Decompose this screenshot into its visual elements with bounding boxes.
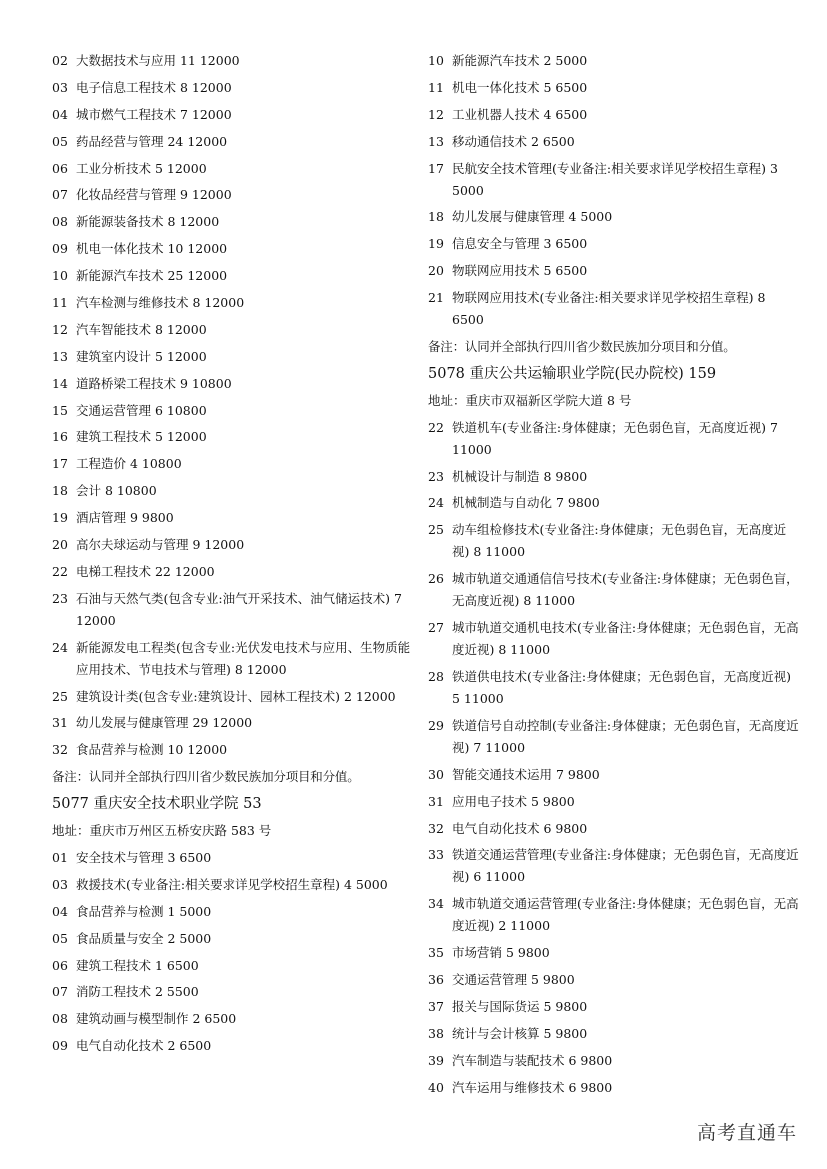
major-code: 03 (52, 876, 68, 892)
major-entry (428, 969, 800, 991)
major-text: 城市轨道交通机电技术(专业备注:身体健康；无色弱色盲，无高度近视) 8 11000 (452, 620, 799, 658)
major-entry (52, 400, 412, 422)
major-code: 28 (428, 669, 444, 685)
major-list (428, 50, 800, 331)
major-text: 工业机器人技术 4 6500 (452, 106, 588, 122)
major-code: 11 (52, 295, 68, 311)
major-entry (52, 480, 412, 502)
major-entry (428, 287, 800, 331)
major-text: 道路桥梁工程技术 9 10800 (76, 375, 232, 391)
major-text: 食品营养与检测 1 5000 (76, 903, 212, 919)
major-text: 汽车运用与维修技术 6 9800 (452, 1079, 613, 1095)
major-code: 14 (52, 375, 68, 391)
major-entry (428, 666, 800, 710)
major-text: 大数据技术与应用 11 12000 (76, 53, 240, 68)
major-code: 10 (52, 268, 68, 284)
major-text: 幼儿发展与健康管理 29 12000 (76, 715, 253, 731)
major-code: 06 (52, 957, 68, 973)
right-column (428, 50, 800, 1104)
major-entry (52, 928, 412, 950)
bonus-note: 备注：认同并全部执行四川省少数民族加分项目和分值。 (52, 769, 360, 785)
major-entry (52, 238, 412, 260)
major-text: 物联网应用技术 5 6500 (452, 263, 588, 279)
major-text: 铁道信号自动控制(专业备注:身体健康；无色弱色盲，无高度近视) 7 11000 (452, 717, 799, 755)
major-text: 铁道供电技术(专业备注:身体健康；无色弱色盲，无高度近视) 5 11000 (452, 669, 791, 707)
major-entry (52, 507, 412, 529)
major-text: 电气自动化技术 2 6500 (76, 1038, 212, 1054)
major-text: 食品营养与检测 10 12000 (76, 742, 228, 758)
left-column (52, 50, 412, 1062)
major-text: 工业分析技术 5 12000 (76, 160, 207, 176)
major-text: 机械制造与自动化 7 9800 (452, 495, 600, 511)
major-code: 13 (52, 348, 68, 364)
major-entry (428, 764, 800, 786)
major-entry (52, 131, 412, 153)
major-entry (52, 211, 412, 233)
major-text: 统计与会计核算 5 9800 (452, 1025, 588, 1041)
major-text: 酒店管理 9 9800 (76, 510, 174, 526)
major-entry (428, 1050, 800, 1072)
major-entry (428, 844, 800, 888)
major-text: 应用电子技术 5 9800 (452, 793, 575, 809)
major-entry (52, 104, 412, 126)
major-entry (52, 346, 412, 368)
major-code: 39 (428, 1052, 444, 1068)
major-text: 电气自动化技术 6 9800 (452, 820, 588, 836)
major-entry (428, 617, 800, 661)
major-entry (428, 206, 800, 228)
major-entry (428, 417, 800, 461)
major-text: 民航安全技术管理(专业备注:相关要求详见学校招生章程) 3 5000 (452, 160, 778, 198)
major-entry (52, 981, 412, 1003)
major-text: 电子信息工程技术 8 12000 (76, 79, 232, 95)
major-entry (428, 1023, 800, 1045)
major-entry (52, 77, 412, 99)
major-text: 信息安全与管理 3 6500 (452, 236, 588, 252)
major-entry (428, 233, 800, 255)
major-code: 32 (428, 820, 444, 836)
major-code: 06 (52, 160, 68, 176)
major-text: 救援技术(专业备注:相关要求详见学校招生章程) 4 5000 (76, 876, 388, 892)
major-code: 11 (428, 79, 444, 95)
major-entry (52, 319, 412, 341)
major-text: 高尔夫球运动与管理 9 12000 (76, 537, 245, 553)
major-text: 新能源装备技术 8 12000 (76, 214, 220, 230)
major-code: 24 (428, 495, 444, 511)
major-text: 建筑设计类(包含专业:建筑设计、园林工程技术) 2 12000 (76, 688, 396, 704)
major-entry (52, 158, 412, 180)
school-address: 地址：重庆市万州区五桥安庆路 583 号 (52, 823, 272, 839)
major-entry (428, 893, 800, 937)
major-code: 40 (428, 1079, 444, 1095)
major-entry (52, 588, 412, 632)
major-entry (52, 534, 412, 556)
major-code: 18 (52, 483, 68, 499)
major-entry (52, 453, 412, 475)
major-text: 城市轨道交通运营管理(专业备注:身体健康；无色弱色盲，无高度近视) 2 11000 (452, 896, 799, 934)
major-text: 铁道交通运营管理(专业备注:身体健康；无色弱色盲，无高度近视) 6 11000 (452, 847, 799, 885)
major-code: 05 (52, 133, 68, 149)
major-entry (428, 104, 800, 126)
major-code: 23 (52, 590, 68, 606)
major-text: 城市燃气工程技术 7 12000 (76, 106, 232, 122)
major-text: 交通运营管理 6 10800 (76, 402, 207, 418)
major-text: 安全技术与管理 3 6500 (76, 849, 212, 865)
major-text: 机电一体化技术 5 6500 (452, 79, 588, 95)
major-code: 07 (52, 984, 68, 1000)
major-code: 12 (52, 321, 68, 337)
watermark-logo: 高考直通车 (696, 1122, 797, 1144)
major-entry (428, 50, 800, 72)
major-entry (428, 942, 800, 964)
major-text: 药品经营与管理 24 12000 (76, 133, 228, 149)
major-code: 31 (52, 715, 68, 731)
major-code: 25 (428, 522, 444, 538)
major-code: 22 (428, 419, 444, 435)
major-text: 汽车智能技术 8 12000 (76, 321, 207, 337)
major-text: 城市轨道交通通信信号技术(专业备注:身体健康；无色弱色盲，无高度近视) 8 11000 (452, 571, 799, 609)
major-text: 铁道机车(专业备注:身体健康；无色弱色盲，无高度近视) 7 11000 (452, 419, 778, 457)
major-code: 36 (428, 972, 444, 988)
major-code: 22 (52, 563, 68, 579)
bonus-note: 备注：认同并全部执行四川省少数民族加分项目和分值。 (428, 339, 736, 355)
major-entry (52, 955, 412, 977)
major-code: 18 (428, 209, 444, 225)
major-code: 09 (52, 1038, 68, 1054)
major-list (52, 50, 412, 761)
major-code: 35 (428, 945, 444, 961)
major-entry (52, 712, 412, 734)
major-code: 13 (428, 133, 444, 149)
major-code: 05 (52, 930, 68, 946)
major-text: 化妆品经营与管理 9 12000 (76, 187, 232, 203)
major-text: 幼儿发展与健康管理 4 5000 (452, 209, 613, 225)
major-entry (52, 373, 412, 395)
major-code: 17 (52, 456, 68, 472)
major-code: 24 (52, 639, 68, 655)
major-entry (52, 292, 412, 314)
major-text: 消防工程技术 2 5500 (76, 984, 199, 1000)
major-text: 电梯工程技术 22 12000 (76, 563, 215, 579)
major-code: 20 (428, 263, 444, 279)
major-entry (52, 561, 412, 583)
major-code: 09 (52, 241, 68, 257)
major-code: 19 (428, 236, 444, 252)
major-text: 建筑工程技术 1 6500 (76, 957, 199, 973)
major-entry (52, 50, 412, 72)
major-text: 智能交通技术运用 7 9800 (452, 766, 600, 782)
major-entry (52, 265, 412, 287)
major-entry (52, 1008, 412, 1030)
major-text: 新能源汽车技术 25 12000 (76, 268, 228, 284)
major-text: 汽车检测与维修技术 8 12000 (76, 295, 245, 311)
major-entry (428, 791, 800, 813)
major-entry (428, 818, 800, 840)
major-code: 19 (52, 510, 68, 526)
major-code: 02 (52, 53, 68, 68)
major-code: 10 (428, 53, 444, 68)
major-text: 汽车制造与装配技术 6 9800 (452, 1052, 613, 1068)
major-code: 01 (52, 849, 68, 865)
major-text: 报关与国际货运 5 9800 (452, 999, 588, 1015)
major-entry (52, 739, 412, 761)
major-text: 机电一体化技术 10 12000 (76, 241, 228, 257)
major-entry (52, 874, 412, 896)
major-text: 动车组检修技术(专业备注:身体健康；无色弱色盲，无高度近视) 8 11000 (452, 522, 787, 560)
major-text: 食品质量与安全 2 5000 (76, 930, 212, 946)
major-text: 机械设计与制造 8 9800 (452, 468, 588, 484)
school-heading: 5078 重庆公共运输职业学院(民办院校) 159 (428, 365, 717, 382)
major-text: 建筑室内设计 5 12000 (76, 348, 207, 364)
major-entry (428, 77, 800, 99)
major-code: 21 (428, 290, 444, 306)
major-text: 交通运营管理 5 9800 (452, 972, 575, 988)
major-text: 新能源汽车技术 2 5000 (452, 53, 588, 68)
major-text: 移动通信技术 2 6500 (452, 133, 575, 149)
major-code: 20 (52, 537, 68, 553)
major-entry (428, 492, 800, 514)
school-address: 地址：重庆市双福新区学院大道 8 号 (428, 392, 632, 408)
major-entry (428, 1077, 800, 1099)
major-code: 08 (52, 214, 68, 230)
major-entry (428, 568, 800, 612)
major-entry (52, 847, 412, 869)
major-text: 建筑工程技术 5 12000 (76, 429, 207, 445)
major-code: 31 (428, 793, 444, 809)
major-entry (52, 1035, 412, 1057)
major-code: 30 (428, 766, 444, 782)
major-code: 25 (52, 688, 68, 704)
major-entry (52, 637, 412, 681)
major-code: 16 (52, 429, 68, 445)
major-entry (428, 715, 800, 759)
major-entry (52, 184, 412, 206)
major-code: 26 (428, 571, 444, 587)
major-code: 15 (52, 402, 68, 418)
major-code: 38 (428, 1025, 444, 1041)
major-code: 32 (52, 742, 68, 758)
major-text: 建筑动画与模型制作 2 6500 (76, 1011, 237, 1027)
major-entry (428, 260, 800, 282)
major-list (428, 417, 800, 1099)
major-entry (52, 426, 412, 448)
school-heading: 5077 重庆安全技术职业学院 53 (52, 796, 262, 813)
major-code: 12 (428, 106, 444, 122)
major-entry (428, 466, 800, 488)
major-code: 33 (428, 847, 444, 863)
major-entry (428, 996, 800, 1018)
major-entry (52, 686, 412, 708)
major-entry (428, 519, 800, 563)
major-code: 04 (52, 106, 68, 122)
major-list (52, 847, 412, 1057)
major-code: 04 (52, 903, 68, 919)
major-code: 29 (428, 717, 444, 733)
major-code: 27 (428, 620, 444, 636)
major-entry (428, 158, 800, 202)
major-code: 07 (52, 187, 68, 203)
major-entry (428, 131, 800, 153)
major-code: 34 (428, 896, 444, 912)
major-code: 17 (428, 160, 444, 176)
major-text: 石油与天然气类(包含专业:油气开采技术、油气储运技术) 7 12000 (76, 590, 402, 628)
major-code: 37 (428, 999, 444, 1015)
major-text: 市场营销 5 9800 (452, 945, 550, 961)
major-code: 23 (428, 468, 444, 484)
major-code: 08 (52, 1011, 68, 1027)
major-text: 新能源发电工程类(包含专业:光伏发电技术与应用、生物质能应用技术、节电技术与管理) 8 12000 (76, 639, 411, 677)
major-text: 物联网应用技术(专业备注:相关要求详见学校招生章程) 8 6500 (452, 290, 766, 328)
major-text: 工程造价 4 10800 (76, 456, 182, 472)
major-text: 会计 8 10800 (76, 483, 157, 499)
major-entry (52, 901, 412, 923)
major-code: 03 (52, 79, 68, 95)
